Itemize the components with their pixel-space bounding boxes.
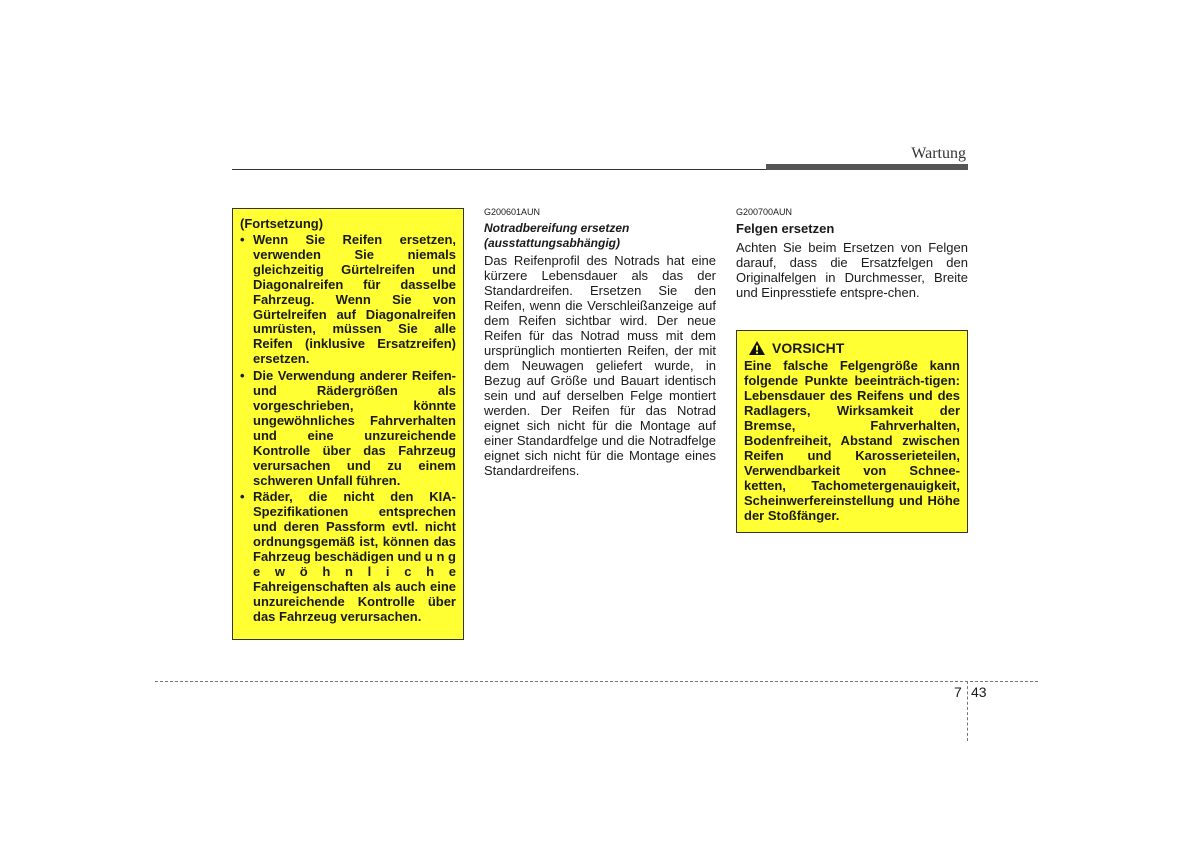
header-title: Wartung bbox=[911, 145, 966, 162]
caution-title: VORSICHT bbox=[772, 340, 845, 356]
warning-bullet: • Wenn Sie Reifen ersetzen, verwenden Sie niemals gleichzeitig Gürtelreifen und Diagonalreifen für dasselbe Fahrzeug. Wenn Sie von Gürtelreifen auf Diagonalreifen umrüsten, müssen Sie alle Reifen (inklusive Ersatzreifen) ersetzen. bbox=[240, 233, 456, 367]
continued-label: (Fortsetzung) bbox=[240, 216, 324, 231]
section-code: G200700AUN bbox=[736, 207, 793, 217]
warning-bullet-list bbox=[240, 233, 456, 625]
header-accent-bar bbox=[766, 164, 968, 170]
caution-text: Eine falsche Felgengröße kann folgende Punkte beeinträch-tigen: Lebensdauer des Reifens und des Radlagers, Wirksamkeit der Bremse, Fahrverhalten, Bodenfreiheit, Abstand zwischen Reifen und Karosserieteilen, Verwendbarkeit von Schnee-ketten, Tachometergenauigkeit, Scheinwerfereinstellung und Höhe der Stoßfänger. bbox=[744, 358, 960, 523]
caution-header bbox=[744, 339, 960, 357]
section-heading: Felgen ersetzen bbox=[736, 221, 835, 236]
section-body: Achten Sie beim Ersetzen von Felgen darauf, dass die Ersatzfelgen den Originalfelgen in Durchmesser, Breite und Einpresstiefe entspre-chen. bbox=[736, 240, 968, 300]
caution-box bbox=[736, 330, 968, 533]
warning-bullet: • Die Verwendung anderer Reifen- und Rädergrößen als vorgeschrieben, könnte ungewöhnliches Fahrverhalten und eine unzureichende Kontrolle über das Fahrzeug verursachen und zu einem schweren Unfall führen. bbox=[240, 369, 456, 488]
page-number: 43 bbox=[971, 684, 987, 700]
warning-continued-box bbox=[232, 208, 464, 640]
footer-divider bbox=[967, 681, 968, 741]
section-code: G200601AUN bbox=[484, 207, 541, 217]
section-body: Das Reifenprofil des Notrads hat eine kürzere Lebensdauer als das der Standardreifen. Ersetzen Sie den Reifen, wenn die Verschleißanzeige auf dem Reifen sichtbar wird. Der neue Reifen für das Notrad muss mit dem ursprünglich montierten Reifen, der mit dem Neuwagen geliefert wurde, in Bezug auf Größe und Bauart identisch sein und auf derselben Felge montiert werden. Der Reifen für das Notrad eignet sich nicht für die Montage auf einer Standardfelge und die Notradfelge eignet sich nicht für die Montage eines Standardreifens. bbox=[484, 253, 716, 478]
chapter-number: 7 bbox=[954, 684, 962, 700]
wheel-replacement-section bbox=[736, 206, 968, 300]
footer-rule bbox=[155, 681, 1038, 682]
spare-tire-section bbox=[484, 206, 716, 478]
section-heading-note: (ausstattungsabhängig) bbox=[484, 236, 621, 250]
section-heading: Notradbereifung ersetzen bbox=[484, 221, 630, 235]
warning-bullet: • Räder, die nicht den KIA-Spezifikationen entsprechen und deren Passform evtl. nicht ordnungsgemäß ist, können das Fahrzeug beschädigen und u n g e w ö h n l i c h e Fahreigenschaften als auch eine unzureichende Kontrolle über das Fahrzeug verursachen. bbox=[240, 490, 456, 624]
warning-triangle-icon bbox=[748, 340, 766, 356]
